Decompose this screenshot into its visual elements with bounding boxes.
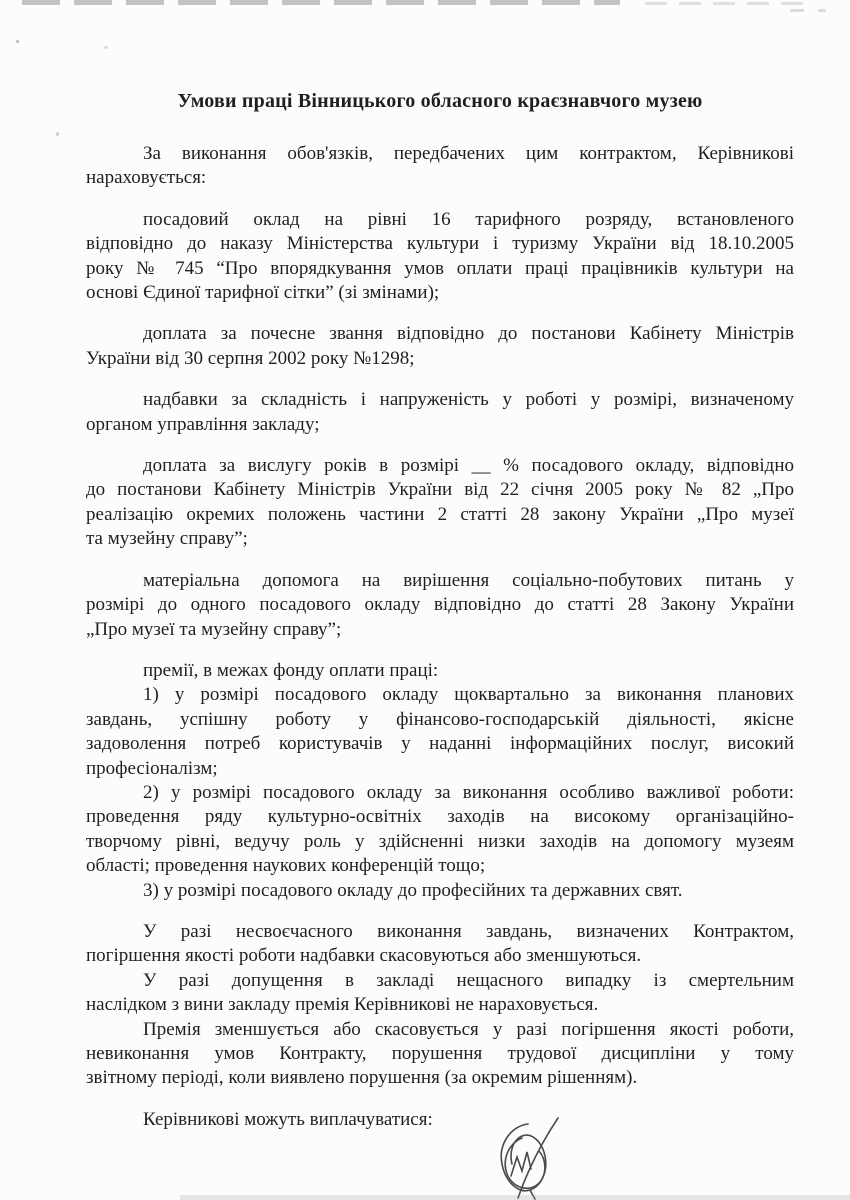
text-line: 1) у розмірі посадового окладу щоквартально за виконання планових — [143, 684, 794, 706]
text-line: реалізацію окремих положень частини 2 статті 28 закону України „Про музеї — [86, 503, 794, 525]
text-line: професіоналізм; — [86, 757, 218, 779]
text-line: розмірі до одного посадового окладу відповідно до статті 28 Закону України — [86, 594, 794, 616]
scan-speck — [16, 40, 19, 43]
text-line: премії, в межах фонду оплати праці: — [143, 659, 439, 681]
text-line: задоволення потреб користувачів у наданні інформаційних послуг, високий — [86, 733, 794, 755]
scan-artifact-bottom — [180, 1195, 850, 1200]
paragraph — [86, 659, 794, 683]
paragraph — [86, 454, 794, 552]
text-line: „Про музеї та музейну справу”; — [86, 618, 342, 640]
text-line: до постанови Кабінету Міністрів України від 22 січня 2005 року № 82 „Про — [86, 479, 794, 501]
text-line: року № 745 “Про впорядкування умов оплати праці працівників культури на — [86, 257, 794, 279]
text-line: основі Єдиної тарифної сітки” (зі змінами); — [86, 282, 440, 304]
text-line: За виконання обов'язків, передбачених цим контрактом, Керівникові — [143, 143, 794, 164]
text-line: області; проведення наукових конференцій тощо; — [86, 855, 486, 877]
scan-speck — [104, 46, 108, 49]
paragraph — [86, 1108, 794, 1132]
text-line: Керівникові можуть виплачуватися: — [143, 1108, 433, 1130]
text-line: наслідком з вини закладу премія Керівникові не нараховується. — [86, 994, 599, 1016]
paragraph — [86, 879, 794, 903]
paragraph — [86, 142, 794, 191]
handwritten-signature-scribble — [478, 1114, 578, 1200]
text-line: та музейну справу”; — [86, 528, 248, 550]
paragraph — [86, 969, 794, 1018]
scan-speck — [56, 132, 59, 136]
text-line: матеріальна допомога на вирішення соціально-побутових питань у — [143, 569, 794, 591]
paragraph — [86, 920, 794, 969]
text-line: нараховується: — [86, 167, 207, 189]
text-line: 2) у розмірі посадового окладу за виконання особливо важливої роботи: — [143, 781, 794, 803]
text-line: відповідно до наказу Міністерства культури і туризму України від 18.10.2005 — [86, 233, 794, 255]
text-line: погіршення якості роботи надбавки скасовуються або зменшуються. — [86, 945, 642, 967]
scan-artifact-top-right — [645, 2, 810, 5]
text-line: У разі несвоєчасного виконання завдань, визначених Контрактом, — [143, 920, 794, 942]
text-line: доплата за вислугу років в розмірі __ % посадового окладу, відповідно — [143, 455, 794, 477]
text-line: органом управління закладу; — [86, 413, 320, 435]
text-line: доплата за почесне звання відповідно до постанови Кабінету Міністрів — [143, 323, 794, 345]
text-line: проведення ряду культурно-освітніх заходів на високому організаційно- — [86, 806, 794, 828]
paragraph — [86, 1018, 794, 1091]
text-line: України від 30 серпня 2002 року №1298; — [86, 347, 415, 369]
text-line: творчому рівні, ведучу роль у здійсненні низки заходів на допомогу музеям — [86, 830, 794, 852]
text-line: завдань, успішну роботу у фінансово-господарській діяльності, якісне — [86, 708, 794, 730]
scan-speck — [790, 9, 804, 12]
text-line: Премія зменшується або скасовується у разі погіршення якості роботи, — [143, 1018, 794, 1040]
paragraph — [86, 781, 794, 879]
scan-artifact-top-left — [22, 0, 620, 5]
text-line: 3) у розмірі посадового окладу до професійних та державних свят. — [143, 879, 683, 901]
paragraph — [86, 388, 794, 437]
scan-speck — [818, 9, 826, 12]
document-body — [0, 142, 850, 1132]
paragraph — [86, 322, 794, 371]
paragraph — [86, 683, 794, 781]
paragraph — [86, 208, 794, 306]
text-line: посадовий оклад на рівні 16 тарифного розряду, встановленого — [143, 208, 794, 230]
paragraph — [86, 569, 794, 642]
document-title: Умови праці Вінницького обласного краєзнавчого музею — [177, 90, 703, 112]
text-line: невиконання умов Контракту, порушення трудової дисципліни у тому — [86, 1043, 794, 1064]
text-line: надбавки за складність і напруженість у роботі у розмірі, визначеному — [143, 389, 794, 411]
text-line: У разі допущення в закладі нещасного випадку із смертельним — [143, 969, 794, 991]
text-line: звітному періоді, коли виявлено порушення (за окремим рішенням). — [86, 1067, 638, 1089]
